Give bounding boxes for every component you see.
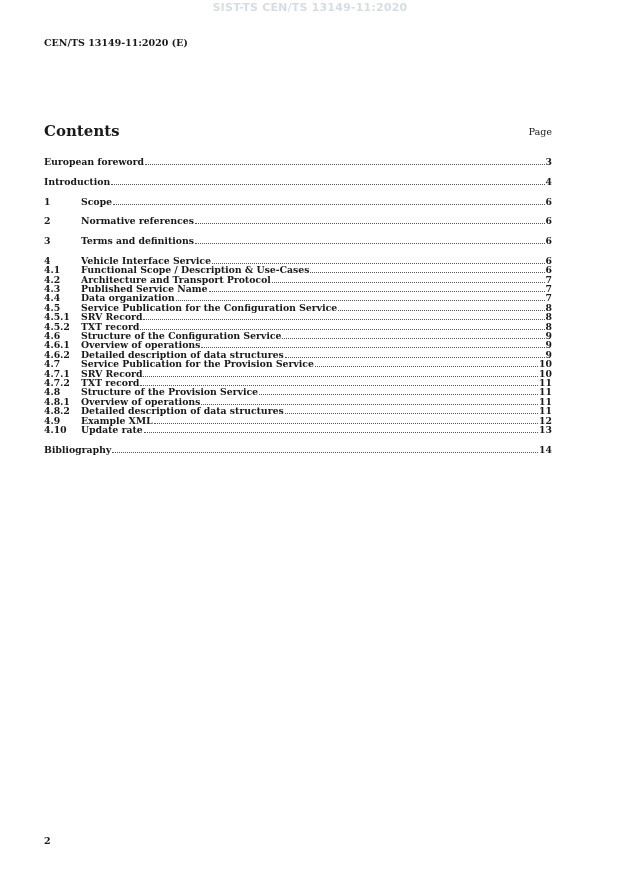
toc-entry-number: 4.4 <box>44 293 61 305</box>
toc-dot-leader <box>154 417 538 424</box>
toc-dot-leader <box>310 266 544 273</box>
toc-entry[interactable] <box>44 198 552 207</box>
toc-entry-number: 4.5 <box>44 302 61 314</box>
toc-entry-number: 4.5.1 <box>44 312 70 324</box>
toc-dot-leader <box>338 304 544 311</box>
toc-entry[interactable] <box>44 217 552 226</box>
toc-entry-title: Service Publication for the Provision Service <box>81 359 314 371</box>
toc-entry-title: Terms and definitions <box>81 236 194 248</box>
contents-heading: Contents <box>44 122 120 140</box>
toc-entry[interactable] <box>44 446 552 455</box>
toc-entry-page: 11 <box>539 396 552 408</box>
toc-dot-leader <box>176 294 545 301</box>
toc-entry-title: Published Service Name <box>81 284 208 296</box>
toc-entry-title: Architecture and Transport Protocol <box>81 274 271 286</box>
toc-entry-title: Functional Scope / Description & Use-Cases <box>81 265 310 277</box>
toc-entry-number: 4.6.1 <box>44 340 70 352</box>
toc-entry-page: 7 <box>545 293 552 305</box>
toc-entry-number: 4.10 <box>44 424 67 436</box>
toc-entry-number: 4.2 <box>44 274 61 286</box>
toc-entry-title: Detailed description of data structures <box>81 349 284 361</box>
toc-dot-leader <box>259 388 538 395</box>
toc-entry-page: 11 <box>539 377 552 389</box>
toc-dot-leader <box>201 341 544 348</box>
toc-dot-leader <box>285 351 545 358</box>
watermark: SIST-TS CEN/TS 13149-11:2020 <box>212 1 408 14</box>
toc-entry-number: 4.6.2 <box>44 349 70 361</box>
toc-entry-title: Introduction <box>44 176 111 188</box>
toc-dot-leader <box>315 360 538 367</box>
toc-entry-number: 4.8.2 <box>44 406 70 418</box>
toc-entry-title: Detailed description of data structures <box>81 406 284 418</box>
toc-dot-leader <box>195 237 545 244</box>
toc-entry-page: 8 <box>545 312 552 324</box>
toc-entry-number: 4.6 <box>44 331 61 343</box>
toc-dot-leader <box>209 285 545 292</box>
toc-entry-page: 9 <box>545 340 552 352</box>
toc-entry-number: 4.5.2 <box>44 321 70 333</box>
toc-entry-page: 7 <box>545 284 552 296</box>
toc-entry-page: 11 <box>539 406 552 418</box>
toc-entry-page: 8 <box>545 302 552 314</box>
toc-entry[interactable] <box>44 158 552 167</box>
toc-entry-number: 3 <box>44 236 51 248</box>
page-number: 2 <box>44 836 51 847</box>
toc-entry-page: 3 <box>545 157 552 168</box>
toc-entry-page: 7 <box>545 274 552 286</box>
toc-entry-page: 6 <box>545 196 552 208</box>
toc-dot-leader <box>212 257 545 264</box>
toc-entry-title: TXT record <box>81 377 140 389</box>
toc-entry-title: Overview of operations <box>81 396 201 408</box>
toc-entry-title: Update rate <box>81 424 143 436</box>
toc-entry-page: 10 <box>539 359 552 371</box>
toc-dot-leader <box>113 198 545 205</box>
toc-dot-leader <box>111 178 544 185</box>
toc-entry-title: European foreword <box>44 157 144 168</box>
toc-entry[interactable] <box>44 237 552 246</box>
document-identifier: CEN/TS 13149-11:2020 (E) <box>44 38 188 49</box>
toc-entry-page: 6 <box>545 236 552 248</box>
toc-dot-leader <box>140 323 544 330</box>
toc-dot-leader <box>140 379 538 386</box>
toc-entry-title: Normative references <box>81 216 194 228</box>
toc-entry-title: SRV Record <box>81 368 143 380</box>
toc-entry-page: 9 <box>545 331 552 343</box>
toc-entry-number: 4.7.2 <box>44 377 70 389</box>
toc-dot-leader <box>285 407 538 414</box>
toc-entry[interactable] <box>44 426 552 435</box>
toc-entry-number: 4 <box>44 255 51 267</box>
toc-entry-title: Scope <box>81 196 112 208</box>
toc-entry-page: 14 <box>539 444 552 456</box>
toc-dot-leader <box>145 158 545 165</box>
toc-entry-number: 1 <box>44 196 51 208</box>
toc-entry-page: 8 <box>545 321 552 333</box>
toc-dot-leader <box>201 398 538 405</box>
toc-entry-title: Vehicle Interface Service <box>81 255 211 267</box>
toc-entry-number: 4.9 <box>44 415 61 427</box>
toc-entry-page: 6 <box>545 216 552 228</box>
toc-entry-title: Bibliography <box>44 444 112 456</box>
toc-dot-leader <box>112 446 538 453</box>
toc-entry-title: SRV Record <box>81 312 143 324</box>
toc-entry-title: Example XML <box>81 415 153 427</box>
toc-entry-title: Structure of the Configuration Service <box>81 331 282 343</box>
toc-entry-page: 13 <box>539 424 552 436</box>
toc-entry-number: 4.7.1 <box>44 368 70 380</box>
toc-entry-title: Overview of operations <box>81 340 201 352</box>
toc-dot-leader <box>195 217 545 224</box>
toc-entry-title: TXT record <box>81 321 140 333</box>
toc-dot-leader <box>143 370 538 377</box>
toc-entry-number: 4.8.1 <box>44 396 70 408</box>
toc-entry-number: 2 <box>44 216 51 228</box>
toc-dot-leader <box>272 276 545 283</box>
toc-entry-title: Structure of the Provision Service <box>81 387 259 399</box>
toc-entry-number: 4.7 <box>44 359 61 371</box>
toc-entry-page: 6 <box>545 265 552 277</box>
toc-entry-title: Data organization <box>81 293 175 305</box>
toc-entry-number: 4.1 <box>44 265 61 277</box>
toc-entry-title: Service Publication for the Configuration Service <box>81 302 338 314</box>
toc-entry-page: 10 <box>539 368 552 380</box>
toc-entry-number: 4.3 <box>44 284 61 296</box>
toc-entry-number: 4.8 <box>44 387 61 399</box>
toc-entry-page: 12 <box>539 415 552 427</box>
toc-entry-page: 6 <box>545 255 552 267</box>
toc-entry-page: 9 <box>545 349 552 361</box>
toc-dot-leader <box>282 332 544 339</box>
toc-entry[interactable] <box>44 178 552 187</box>
table-of-contents <box>44 158 552 455</box>
toc-entry-page: 4 <box>545 176 552 188</box>
toc-entry-page: 11 <box>539 387 552 399</box>
page-column-label: Page <box>528 127 552 138</box>
toc-dot-leader <box>143 313 544 320</box>
toc-dot-leader <box>144 426 538 433</box>
